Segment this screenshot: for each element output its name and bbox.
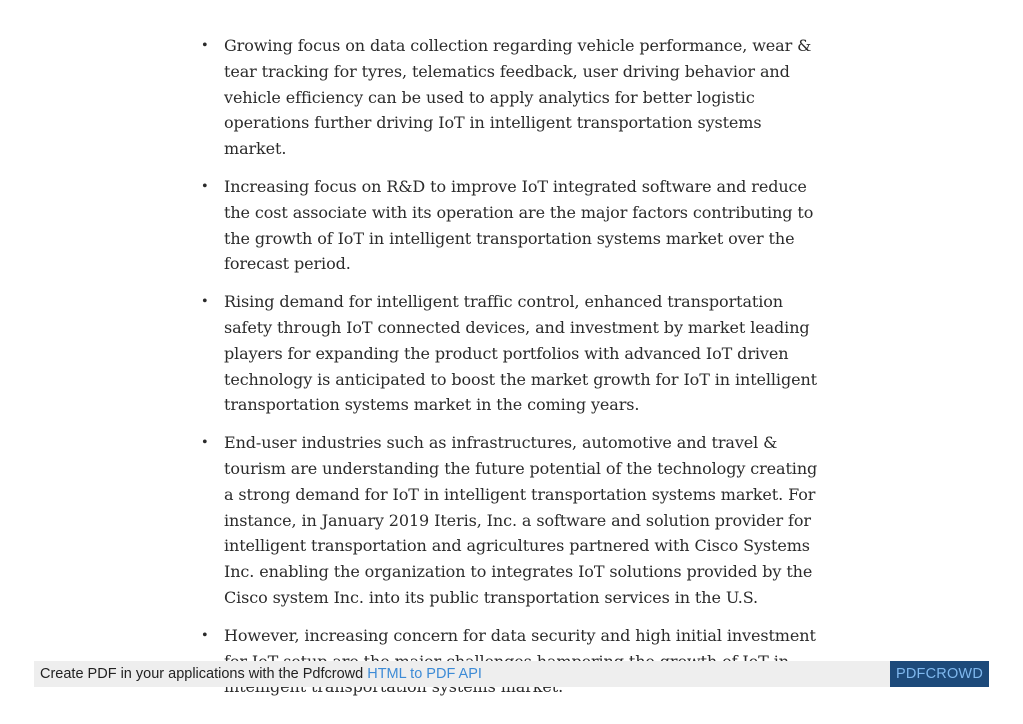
bullet-item bbox=[200, 430, 825, 611]
bullet-icon: • bbox=[202, 293, 208, 311]
bullet-icon: • bbox=[202, 177, 208, 195]
pdfcrowd-footer bbox=[34, 661, 989, 687]
bullet-item bbox=[200, 33, 825, 162]
bullet-text: Increasing focus on R&D to improve IoT integrated software and reduce the cost associate with its operation are the major factors contributing to the growth of IoT in intelligent transportation systems market over the forecast period. bbox=[224, 176, 814, 274]
bullet-text: However, increasing concern for data security and high initial investment bbox=[224, 625, 816, 645]
bullet-item bbox=[200, 289, 825, 418]
footer-prefix: Create PDF in your applications with the Pdfcrowd bbox=[40, 666, 368, 682]
bullet-list bbox=[200, 33, 825, 700]
document-body bbox=[200, 33, 825, 712]
bullet-text: Growing focus on data collection regarding vehicle performance, wear & tear tracking for tyres, telematics feedback, user driving behavior and vehicle efficiency can be used to apply analytics for better logistic operations further driving IoT in intelligent transportation systems market. bbox=[224, 36, 812, 159]
bullet-text: Rising demand for intelligent traffic control, enhanced transportation safety through IoT connected devices, and investment by market leading players for expanding the product portfolios with advanced IoT driven technology is anticipated to boost the market growth for IoT in intelligent transportation systems market in the coming years. bbox=[224, 292, 817, 415]
bullet-icon: • bbox=[202, 434, 208, 452]
pdfcrowd-badge[interactable]: PDFCROWD bbox=[890, 661, 989, 687]
html-to-pdf-link[interactable]: HTML to PDF API bbox=[367, 666, 482, 682]
bullet-icon: • bbox=[202, 37, 208, 54]
bullet-item bbox=[200, 174, 825, 277]
bullet-icon: • bbox=[202, 626, 208, 644]
footer-text bbox=[40, 661, 482, 687]
bullet-text: End-user industries such as infrastructures, automotive and travel & tourism are understanding the future potential of the technology creating a strong demand for IoT in intelligent transportation systems market. For instance, in January 2019 Iteris, Inc. a software and solution provider for intelligent transportation and agricultures partnered with Cisco Systems Inc. enabling the organization to integrates IoT solutions provided by the Cisco system Inc. into its public transportation services in the U.S. bbox=[224, 433, 818, 607]
